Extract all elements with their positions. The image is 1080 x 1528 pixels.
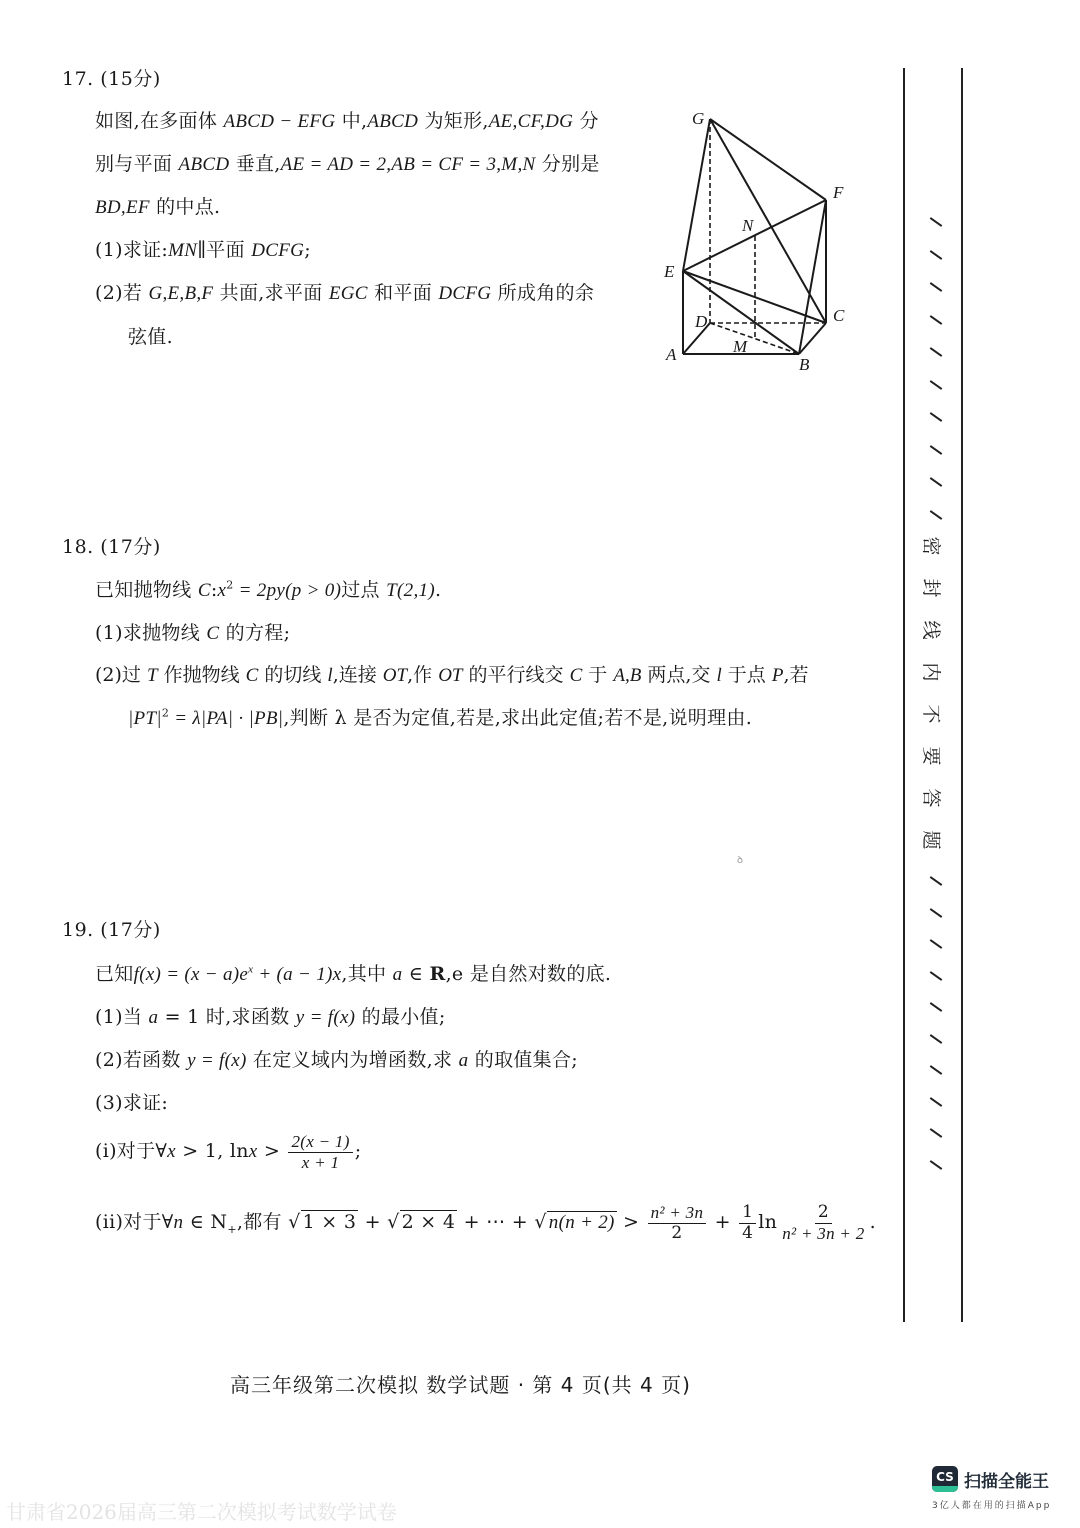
scanner-tagline: 3亿人都在用的扫描App: [932, 1501, 1052, 1511]
seal-slash: [930, 1097, 943, 1107]
seal-slash: [930, 347, 943, 357]
text: (2)若: [95, 282, 149, 304]
math: a: [458, 1050, 469, 1071]
text: ,作: [407, 664, 439, 686]
numerator: n² + 3n: [648, 1203, 707, 1224]
label-D: D: [695, 312, 708, 331]
math: MN: [168, 240, 198, 261]
sqrt: √ n(n + 2): [534, 1211, 615, 1234]
q18-part-2: [95, 660, 808, 687]
label-C: C: [833, 306, 845, 325]
seal-border-right: [961, 68, 963, 1322]
q19-heading: 19. (17分): [62, 919, 161, 941]
text: ,判断 λ 是否为定值,若是,求出此定值;若不是,说明理由.: [283, 707, 753, 729]
subscript: +: [227, 1222, 237, 1236]
fraction: [288, 1132, 352, 1172]
text: 共面,求平面: [213, 282, 329, 304]
radicand: 1 × 3: [302, 1211, 357, 1234]
math: ABCD − EFG: [223, 111, 336, 132]
superscript: x: [248, 963, 254, 976]
math: y = f(x): [187, 1050, 247, 1071]
q19-part-2: [95, 1045, 578, 1072]
watermark: 甘肃省2026届高三第二次模拟考试数学试卷: [6, 1500, 397, 1524]
q17-part-1: [95, 235, 311, 262]
seal-slash: [930, 939, 943, 949]
text: (1)当: [95, 1006, 149, 1028]
text: 的切线: [258, 664, 328, 686]
text: 于: [582, 664, 614, 686]
math: C: [206, 623, 220, 644]
text: (2)若函数: [95, 1049, 188, 1071]
q17-line-2: [95, 149, 600, 176]
text: 已知: [95, 963, 134, 985]
radicand: n(n + 2): [548, 1212, 615, 1234]
q19-part-3-ii: [95, 1203, 876, 1243]
seal-slash: [930, 1160, 943, 1170]
seal-char: 线: [920, 620, 942, 640]
text: 的中点.: [149, 196, 221, 218]
text: ∈: [402, 963, 430, 985]
seal-char: 要: [920, 746, 942, 766]
math: DCFG: [251, 240, 305, 261]
text: +: [358, 1211, 388, 1234]
text: ln: [758, 1211, 778, 1234]
text: >: [257, 1140, 287, 1163]
math: OT: [382, 665, 408, 686]
text: +: [708, 1211, 738, 1234]
seal-slash: [930, 510, 943, 520]
math: f(x) = (x − a)e: [133, 964, 249, 985]
seal-slash: [930, 445, 943, 455]
denominator: n² + 3n + 2: [782, 1223, 865, 1243]
superscript: 2: [226, 578, 234, 592]
math: G,E,B,F: [148, 283, 214, 304]
text: ∈ N: [183, 1211, 228, 1234]
math: a: [148, 1007, 159, 1028]
math: C: [245, 665, 259, 686]
q17-part-2: [95, 278, 594, 305]
seal-slash: [930, 282, 943, 292]
label-E: E: [664, 262, 675, 281]
math: EGC: [328, 283, 368, 304]
text: .: [434, 579, 442, 601]
seal-slash: [930, 1002, 943, 1012]
text: 为矩形,: [418, 110, 489, 132]
math: + (a − 1)x: [253, 964, 342, 985]
label-F: F: [833, 183, 844, 202]
q17-heading: 17. (15分): [62, 68, 161, 90]
q18-part-1: [95, 618, 290, 645]
q17-part-2-cont: 弦值.: [128, 326, 173, 348]
math: C: [569, 665, 583, 686]
text: ,若: [783, 664, 809, 686]
seal-slash: [930, 876, 943, 886]
denominator: x + 1: [301, 1152, 340, 1172]
q17-line-1: [95, 106, 599, 133]
seal-slash: [930, 315, 943, 325]
denominator: 4: [742, 1222, 754, 1243]
label-G: G: [692, 109, 705, 128]
math: C: [197, 580, 211, 601]
seal-slash: [930, 908, 943, 918]
denominator: 2: [671, 1222, 683, 1243]
numerator: 1: [739, 1203, 756, 1224]
math: x: [217, 580, 227, 601]
seal-char: 答: [920, 788, 942, 808]
q19-part-3-i: [95, 1132, 361, 1172]
text: (1)求证:: [95, 239, 169, 261]
text: 的平行线交: [462, 664, 570, 686]
text: 两点,交: [641, 664, 717, 686]
text: 如图,在多面体: [95, 110, 224, 132]
label-M: M: [733, 337, 748, 356]
q19-part-3: (3)求证:: [95, 1092, 169, 1114]
seal-char: 密: [920, 536, 942, 556]
math: n: [173, 1212, 184, 1234]
text: 分别是: [535, 153, 600, 175]
camscanner-logo-icon: CS: [932, 1466, 958, 1492]
q18-heading: 18. (17分): [62, 536, 161, 558]
seal-char: 封: [920, 578, 942, 598]
math: a: [392, 964, 403, 985]
seal-slash: [930, 380, 943, 390]
text: 的最小值;: [355, 1006, 446, 1028]
math: BD,EF: [95, 197, 150, 218]
text: = 1 时,求函数: [158, 1006, 296, 1028]
seal-slash: [930, 477, 943, 487]
math: AE = AD = 2,AB = CF = 3,M,N: [280, 154, 536, 175]
text: 中,: [335, 110, 368, 132]
text: ;: [354, 1140, 362, 1163]
text: (i)对于∀: [95, 1140, 168, 1163]
radicand: 2 × 4: [401, 1211, 456, 1234]
q19-line-1: [95, 959, 611, 986]
text: 于点: [721, 664, 772, 686]
text: ,都有: [236, 1211, 289, 1234]
seal-slash: [930, 1034, 943, 1044]
math: y = f(x): [295, 1007, 356, 1028]
math: T: [146, 665, 158, 686]
text: 已知抛物线: [95, 579, 198, 601]
math: ABCD: [367, 111, 419, 132]
text: + ⋯ +: [457, 1211, 535, 1234]
math: x: [167, 1141, 176, 1163]
text: 所成角的余: [491, 282, 595, 304]
text: ∥平面: [197, 239, 252, 261]
fraction: [648, 1203, 707, 1243]
label-N: N: [742, 216, 754, 235]
q18-line-1: [95, 575, 441, 602]
math: = λ|PA| · |PB|: [169, 708, 284, 729]
text: > 1, ln: [175, 1140, 249, 1163]
math: = 2py(p > 0): [233, 580, 342, 601]
math: |PT|: [128, 708, 162, 729]
seal-border-left: [903, 68, 905, 1322]
text: 在定义域内为增函数,求: [246, 1049, 459, 1071]
superscript: 2: [161, 706, 170, 720]
text: ;: [304, 239, 311, 261]
sqrt: √ 1 × 3: [288, 1211, 357, 1234]
math: DCFG: [438, 283, 492, 304]
seal-slash: [930, 217, 943, 227]
math: x: [248, 1141, 258, 1163]
text: ,其中: [341, 963, 393, 985]
text: 作抛物线: [157, 664, 246, 686]
text: (1)求抛物线: [95, 622, 207, 644]
math: T(2,1): [386, 580, 435, 601]
seal-slash: [930, 412, 943, 422]
set-R: R: [429, 963, 446, 985]
seal-char: 题: [920, 830, 942, 850]
fraction: [739, 1203, 756, 1243]
text: 垂直,: [229, 153, 281, 175]
text: 的方程;: [219, 622, 291, 644]
seal-char: 不: [920, 704, 942, 724]
scanner-brand: [932, 1466, 1049, 1492]
text: .: [869, 1211, 876, 1234]
text: ,连接: [332, 664, 383, 686]
label-A: A: [666, 345, 677, 364]
seal-slash: [930, 250, 943, 260]
seal-slash: [930, 1065, 943, 1075]
numerator: 2: [815, 1203, 832, 1224]
text: ,e 是自然对数的底.: [445, 963, 612, 985]
math: P: [771, 665, 784, 686]
text: 别与平面: [95, 153, 179, 175]
text: (2)过: [95, 664, 147, 686]
seal-char: 内: [920, 662, 942, 682]
text: >: [616, 1211, 646, 1234]
q19-part-1: [95, 1002, 446, 1029]
text: :: [210, 579, 218, 601]
fraction: [779, 1203, 867, 1243]
math: l: [327, 665, 333, 686]
page-footer: 高三年级第二次模拟 数学试题 · 第 4 页(共 4 页): [230, 1373, 691, 1397]
q18-part-2-cont: [128, 703, 752, 730]
scanner-name: 扫描全能王: [964, 1471, 1049, 1492]
label-B: B: [799, 355, 810, 374]
text: (ii)对于∀: [95, 1211, 174, 1234]
numerator: 2(x − 1): [288, 1132, 352, 1153]
polyhedron-figure: [650, 90, 870, 380]
text: 和平面: [367, 282, 439, 304]
q17-line-3: [95, 192, 220, 219]
seal-slash: [930, 971, 943, 981]
math: A,B: [613, 665, 642, 686]
text: 分: [573, 110, 599, 132]
math: AE,CF,DG: [488, 111, 574, 132]
sqrt: √ 2 × 4: [387, 1211, 456, 1234]
seal-slash: [930, 1128, 943, 1138]
math: OT: [438, 665, 463, 686]
scan-speck: ꝺ: [737, 855, 743, 866]
math: ABCD: [178, 154, 230, 175]
math: l: [716, 665, 722, 686]
text: 过点: [341, 579, 387, 601]
text: 的取值集合;: [468, 1049, 578, 1071]
